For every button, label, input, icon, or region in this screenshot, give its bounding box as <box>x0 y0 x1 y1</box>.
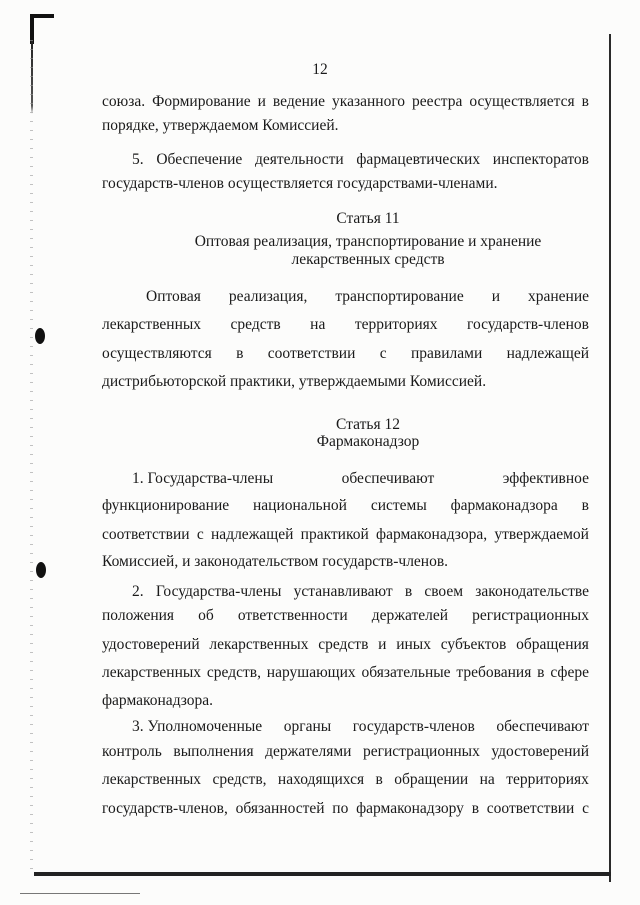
word: утверждаемой <box>494 526 589 543</box>
text-line <box>102 471 589 487</box>
word: обязательные <box>361 664 451 681</box>
binder-hole-mark <box>35 328 45 344</box>
word: с <box>196 526 204 543</box>
word: ведение <box>272 93 326 110</box>
word: реализация, <box>228 288 308 305</box>
word: субъектов <box>440 636 507 653</box>
text-line <box>102 665 589 681</box>
word: ответственности <box>237 607 348 624</box>
word: по <box>332 800 349 817</box>
word: фармаконадзору <box>356 800 464 817</box>
word: территориях <box>354 316 438 333</box>
word: об <box>198 607 214 624</box>
text-line <box>102 608 589 624</box>
word: обеспечивают <box>496 718 589 735</box>
word: национальной <box>253 497 347 514</box>
word: Оптовая <box>146 288 201 305</box>
word: транспортирование <box>335 288 464 305</box>
text-line <box>102 346 589 362</box>
text-line <box>102 317 589 333</box>
word: фармаконадзора, <box>376 526 488 543</box>
word: регистрационных <box>472 607 589 624</box>
word: требования <box>456 664 532 681</box>
article-12-title: Фармаконадзор <box>316 433 420 450</box>
word: обращении <box>394 771 469 788</box>
binder-hole-mark <box>36 562 46 578</box>
text-line <box>102 289 589 305</box>
text-line: дистрибьюторской практики, утверждаемыми Комиссией. <box>102 373 487 390</box>
word: в <box>471 800 480 817</box>
word: находящихся <box>277 771 365 788</box>
article-12-heading: Статья 12 <box>336 416 400 433</box>
word: и <box>378 636 387 653</box>
word: системы <box>370 497 427 514</box>
word: территориях <box>506 771 589 788</box>
text-line: фармаконадзора. <box>102 692 214 709</box>
text-line <box>102 637 589 653</box>
word: соответствии <box>486 800 575 817</box>
word: надлежащей <box>506 345 589 362</box>
word: средств <box>318 636 369 653</box>
article-11-title-line-2: лекарственных средств <box>291 251 445 268</box>
word: и <box>491 288 500 305</box>
scan-corner-mark <box>30 14 54 44</box>
text-line <box>102 498 589 514</box>
word: органы <box>283 718 332 735</box>
word: реестра <box>412 93 463 110</box>
word: обращения <box>516 636 589 653</box>
word: эффективное <box>502 470 589 487</box>
word: сфере <box>550 664 589 681</box>
text-line <box>102 584 589 600</box>
word: Формирование <box>152 93 251 110</box>
word: практикой <box>300 526 369 543</box>
text-line <box>102 772 589 788</box>
word: держателями <box>265 743 352 760</box>
scan-bottom-line <box>20 893 140 894</box>
word: хранение <box>527 288 589 305</box>
word: правилами <box>411 345 483 362</box>
text-line <box>102 527 589 543</box>
text-line: государств-членов осуществляется государствами-членами. <box>102 175 498 192</box>
word: в <box>581 93 589 110</box>
word: государств-членов, <box>102 800 228 817</box>
word: с <box>379 345 387 362</box>
word: контроль <box>102 743 162 760</box>
word: в <box>581 497 589 514</box>
text-line <box>102 152 589 168</box>
word: обязанностей <box>235 800 325 817</box>
scan-bottom-edge <box>34 872 611 876</box>
word: 2. <box>132 583 144 600</box>
word: лекарственных <box>209 636 309 653</box>
word: союза. <box>102 93 146 110</box>
word: Обеспечение <box>156 151 243 168</box>
word: 3. Уполномоченные <box>132 718 263 735</box>
word: лекарственных <box>102 316 202 333</box>
word: соответствии <box>102 526 190 543</box>
word: в <box>404 583 413 600</box>
word: деятельности <box>254 151 344 168</box>
page-number: 12 <box>312 61 328 78</box>
text-line: порядке, утверждаемом Комиссией. <box>102 117 339 134</box>
word: иных <box>396 636 431 653</box>
text-line <box>102 744 589 760</box>
word: выполнения <box>173 743 254 760</box>
word: в <box>236 345 244 362</box>
text-line <box>102 719 589 735</box>
text-line <box>102 801 589 817</box>
text-line: Комиссией, и законодательством государств-членов. <box>102 553 449 570</box>
scan-right-edge <box>609 34 611 882</box>
article-11-heading: Статья 11 <box>336 210 400 227</box>
text-line <box>102 94 589 110</box>
word: надлежащей <box>211 526 294 543</box>
word: своем <box>424 583 464 600</box>
word: держателей <box>371 607 449 624</box>
word: осуществляются <box>102 345 212 362</box>
word: законодательстве <box>475 583 589 600</box>
word: Государства-члены <box>155 583 282 600</box>
word: устанавливают <box>293 583 393 600</box>
word: инспекторатов <box>492 151 589 168</box>
word: положения <box>102 607 175 624</box>
word: осуществляется <box>469 93 575 110</box>
word: на <box>310 316 326 333</box>
word: государств-членов <box>467 316 589 333</box>
word: в <box>537 664 545 681</box>
word: указанного <box>332 93 406 110</box>
word: удостоверений <box>102 636 200 653</box>
word: 5. <box>132 151 144 168</box>
word: лекарственных <box>102 771 202 788</box>
word: регистрационных <box>362 743 480 760</box>
word: 1. Государства-члены <box>132 470 274 487</box>
word: государств-членов <box>352 718 475 735</box>
word: обеспечивают <box>341 470 435 487</box>
word: средств <box>230 316 281 333</box>
scan-left-edge-noise <box>30 40 33 870</box>
word: нарушающих <box>266 664 356 681</box>
word: с <box>582 800 589 817</box>
word: средств, <box>206 664 261 681</box>
article-11-title-line-1: Оптовая реализация, транспортирование и хранение <box>194 233 542 250</box>
word: удостоверений <box>491 743 589 760</box>
word: соответствии <box>267 345 356 362</box>
word: на <box>479 771 495 788</box>
word: средств, <box>212 771 267 788</box>
word: лекарственных <box>102 664 202 681</box>
word: фармацевтических <box>356 151 481 168</box>
word: функционирование <box>102 497 230 514</box>
word: в <box>375 771 383 788</box>
word: и <box>257 93 266 110</box>
word: фармаконадзора <box>450 497 558 514</box>
